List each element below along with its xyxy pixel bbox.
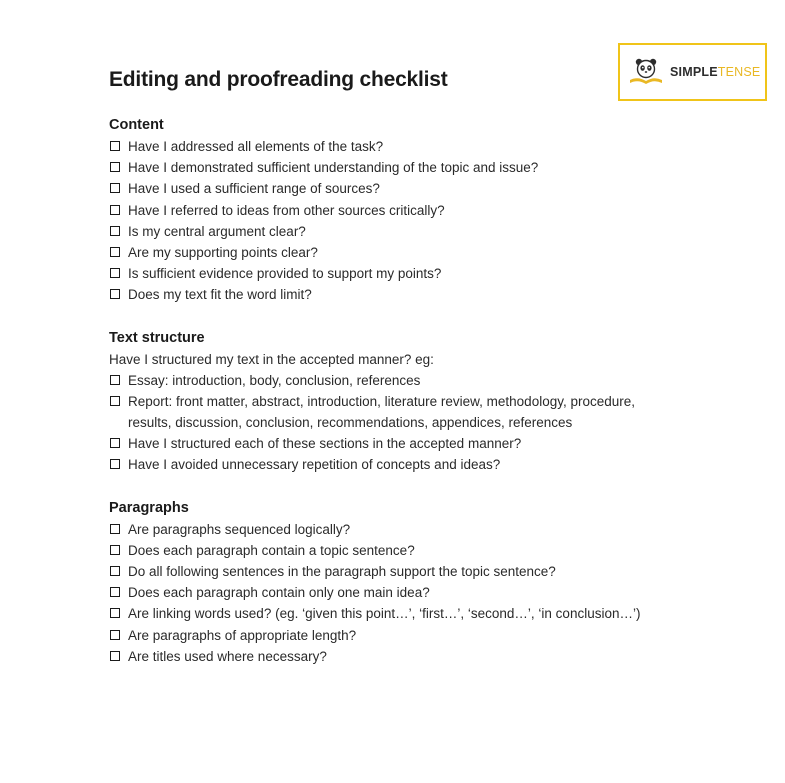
checklist-item-text: Report: front matter, abstract, introduction, literature review, methodology, procedure, results, discussion, conclusion, recommendations, appendices, references xyxy=(128,393,636,431)
checklist-item-text: Are titles used where necessary? xyxy=(128,648,327,664)
checkbox-icon[interactable] xyxy=(110,524,120,534)
checklist-item-text: Essay: introduction, body, conclusion, references xyxy=(128,372,421,388)
checklist-item xyxy=(109,433,669,454)
checkbox-icon[interactable] xyxy=(110,459,120,469)
checkbox-icon[interactable] xyxy=(110,438,120,448)
checkbox-icon[interactable] xyxy=(110,226,120,236)
logo xyxy=(618,43,767,101)
checkbox-icon[interactable] xyxy=(110,375,120,385)
checklist-item-text: Are paragraphs sequenced logically? xyxy=(128,521,351,537)
checklist-item xyxy=(109,221,669,242)
section-heading: Paragraphs xyxy=(109,499,189,516)
checkbox-icon[interactable] xyxy=(110,545,120,555)
checklist-item xyxy=(109,625,669,646)
checklist-item-text: Have I used a sufficient range of sources? xyxy=(128,181,380,197)
checklist-item-text: Does each paragraph contain a topic sentence? xyxy=(128,542,415,558)
checklist-item xyxy=(109,561,669,582)
checklist-item xyxy=(109,540,669,561)
checklist-item-text: Have I referred to ideas from other sources critically? xyxy=(128,202,445,218)
section-heading: Text structure xyxy=(109,329,205,346)
checkbox-icon[interactable] xyxy=(110,268,120,278)
section-text-structure xyxy=(109,327,669,476)
checklist-item xyxy=(109,646,669,667)
checklist-item-text: Are my supporting points clear? xyxy=(128,245,318,261)
checklist-item-text: Have I addressed all elements of the task? xyxy=(128,139,384,154)
checklist-item-text: Is sufficient evidence provided to support my points? xyxy=(128,266,442,282)
checklist-item-text: Have I structured each of these sections in the accepted manner? xyxy=(128,436,522,452)
checklist-content xyxy=(109,114,669,688)
checkbox-icon[interactable] xyxy=(110,396,120,406)
checkbox-icon[interactable] xyxy=(110,205,120,215)
checklist-item xyxy=(109,178,669,199)
checklist-item xyxy=(109,200,669,221)
section-heading: Content xyxy=(109,117,164,133)
checklist xyxy=(109,370,669,476)
checklist-item xyxy=(109,582,669,603)
checklist-item xyxy=(109,136,669,157)
checkbox-icon[interactable] xyxy=(110,587,120,597)
page-title: Editing and proofreading checklist xyxy=(109,68,448,91)
checkbox-icon[interactable] xyxy=(110,630,120,640)
checklist-item xyxy=(109,519,669,540)
checklist xyxy=(109,519,669,667)
section-paragraphs xyxy=(109,497,669,667)
checkbox-icon[interactable] xyxy=(110,651,120,661)
checkbox-icon[interactable] xyxy=(110,162,120,172)
checkbox-icon[interactable] xyxy=(110,608,120,618)
checklist-item-text: Does each paragraph contain only one main idea? xyxy=(128,585,430,601)
checklist-item-text: Are paragraphs of appropriate length? xyxy=(128,627,357,643)
checklist xyxy=(109,136,669,306)
checkbox-icon[interactable] xyxy=(110,141,120,151)
checklist-item xyxy=(109,391,669,433)
panda-book-icon xyxy=(628,56,664,88)
checklist-item-text: Do all following sentences in the paragraph support the topic sentence? xyxy=(128,564,556,580)
checkbox-icon[interactable] xyxy=(110,247,120,257)
checklist-item xyxy=(109,370,669,391)
checklist-item xyxy=(109,284,669,305)
section-content xyxy=(109,114,669,306)
checklist-item-text: Is my central argument clear? xyxy=(128,223,306,239)
checklist-item xyxy=(109,454,669,475)
checklist-item-text: Have I avoided unnecessary repetition of concepts and ideas? xyxy=(128,457,501,473)
checklist-item xyxy=(109,603,669,624)
logo-text-simple: SIMPLE xyxy=(670,65,718,79)
logo-text-tense: TENSE xyxy=(717,65,761,79)
checklist-item xyxy=(109,242,669,263)
checklist-item-text: Have I demonstrated sufficient understanding of the topic and issue? xyxy=(128,160,539,176)
logo-wordmark xyxy=(670,65,760,79)
checkbox-icon[interactable] xyxy=(110,566,120,576)
section-intro: Have I structured my text in the accepted manner? eg: xyxy=(109,351,434,367)
checklist-item xyxy=(109,157,669,178)
checkbox-icon[interactable] xyxy=(110,289,120,299)
checkbox-icon[interactable] xyxy=(110,183,120,193)
checklist-item-text: Are linking words used? (eg. ‘given this point…’, ‘first…’, ‘second…’, ‘in conclusion…’) xyxy=(128,606,641,622)
checklist-item xyxy=(109,263,669,284)
checklist-item-text: Does my text fit the word limit? xyxy=(128,287,312,303)
